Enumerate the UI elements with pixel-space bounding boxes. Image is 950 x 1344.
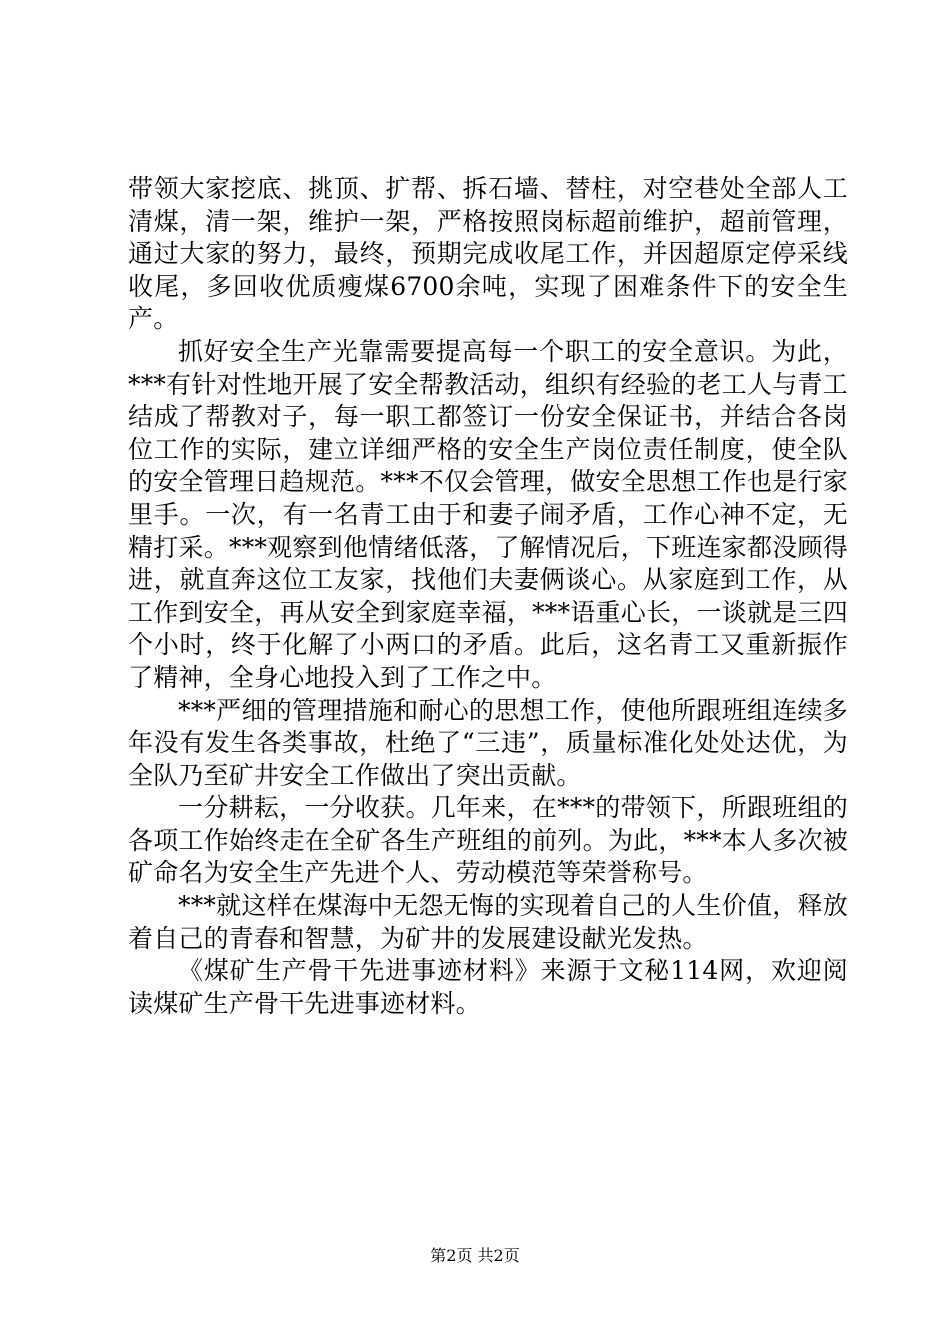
paragraph-6: 《煤矿生产骨干先进事迹材料》来源于文秘114网，欢迎阅读煤矿生产骨干先进事迹材料。 [128, 956, 848, 1018]
paragraph-4: 一分耕耘，一分收获。几年来，在***的带领下，所跟班组的各项工作始终走在全矿各生产班组的前列。为此，***本人多次被矿命名为安全生产先进个人、劳动模范等荣誉称号。 [128, 793, 848, 888]
paragraph-2: 抓好安全生产光靠需要提高每一个职工的安全意识。为此，***有针对性地开展了安全帮教活动，组织有经验的老工人与青工结成了帮教对子，每一职工都签订一份安全保证书，并结合各岗位工作的实际，建立详细严格的安全生产岗位责任制度，使全队的安全管理日趋规范。***不仅会管理，做安全思想工作也是行家里手。一次，有一名青工由于和妻子闹矛盾，工作心神不定，无精打采。***观察到他情绪低落，了解情况后，下班连家都没顾得进，就直奔这位工友家，找他们夫妻俩谈心。从家庭到工作，从工作到安全，再从安全到家庭幸福，***语重心长，一谈就是三四个小时，终于化解了小两口的矛盾。此后，这名青工又重新振作了精神，全身心地投入到了工作之中。 [128, 336, 848, 692]
page-footer: 第2页 共2页 [430, 1246, 520, 1265]
paragraph-1: 带领大家挖底、挑顶、扩帮、拆石墙、替柱，对空巷处全部人工清煤，清一架，维护一架，严格按照岗标超前维护，超前管理，通过大家的努力，最终，预期完成收尾工作，并因超原定停采线收尾，多回收优质瘦煤6700余吨，实现了困难条件下的安全生产。 [128, 174, 848, 334]
document-body [128, 173, 848, 1020]
paragraph-5: ***就这样在煤海中无怨无悔的实现着自己的人生价值，释放着自己的青春和智慧，为矿井的发展建设献光发热。 [128, 891, 848, 953]
paragraph-3: ***严细的管理措施和耐心的思想工作，使他所跟班组连续多年没有发生各类事故，杜绝了“三违”，质量标准化处处达优，为全队乃至矿井安全工作做出了突出贡献。 [128, 695, 848, 790]
